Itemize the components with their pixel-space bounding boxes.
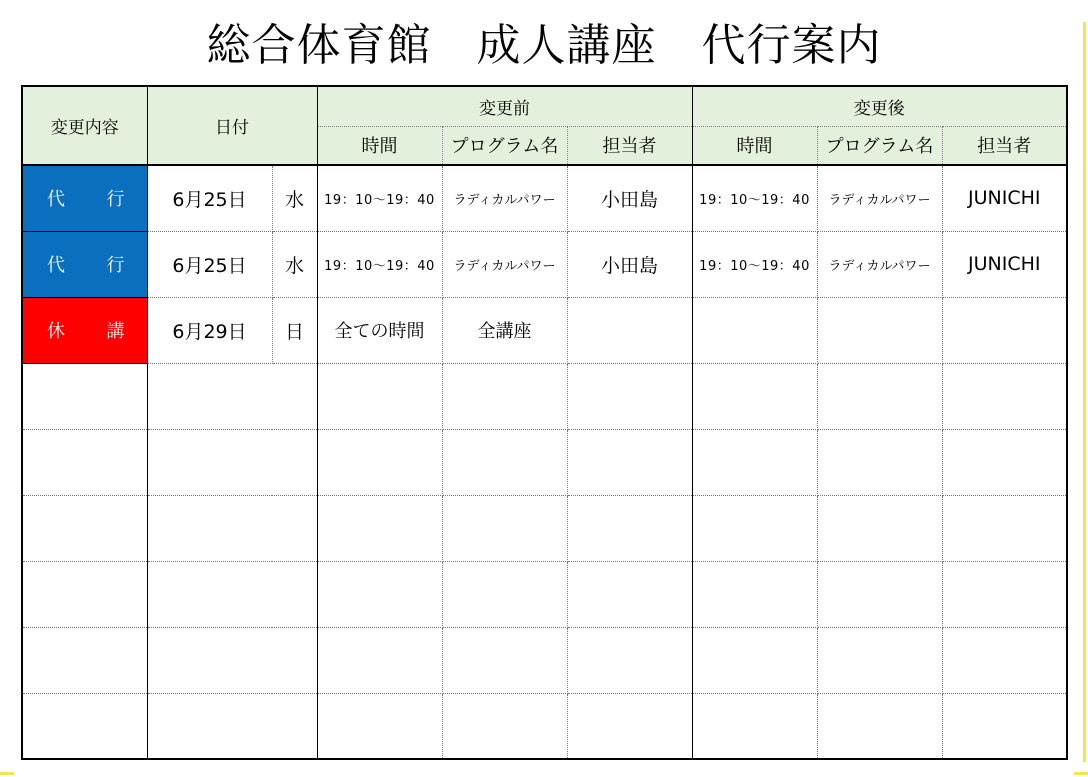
empty-cell	[942, 363, 1067, 429]
header-after-instructor: 担当者	[942, 126, 1067, 165]
after-time-cell: 19：10～19：40	[692, 165, 817, 231]
empty-cell	[147, 627, 317, 693]
weekday-cell: 水	[272, 231, 317, 297]
empty-cell	[317, 561, 442, 627]
table-row	[22, 165, 1067, 231]
weekday-cell: 水	[272, 165, 317, 231]
after-time-cell: 19：10～19：40	[692, 231, 817, 297]
empty-cell	[317, 627, 442, 693]
empty-cell	[567, 561, 692, 627]
change-type-badge	[22, 165, 147, 231]
header-before-instructor: 担当者	[567, 126, 692, 165]
before-instructor-cell: 小田島	[567, 165, 692, 231]
empty-cell	[147, 429, 317, 495]
after-instructor-cell: JUNICHI	[942, 231, 1067, 297]
header-after: 変更後	[692, 86, 1067, 126]
change-type-char: 代	[47, 255, 65, 276]
empty-row	[22, 693, 1067, 759]
after-instructor-cell	[942, 297, 1067, 363]
change-type-label	[23, 251, 147, 277]
empty-cell	[22, 693, 147, 759]
header-before: 変更前	[317, 86, 692, 126]
change-type-char: 講	[106, 321, 125, 342]
after-program-cell: ラディカルパワー	[817, 165, 942, 231]
schedule-table	[21, 85, 1068, 760]
empty-cell	[942, 627, 1067, 693]
empty-cell	[442, 561, 567, 627]
empty-row	[22, 495, 1067, 561]
before-instructor-cell	[567, 297, 692, 363]
weekday-cell: 日	[272, 297, 317, 363]
empty-row	[22, 561, 1067, 627]
empty-cell	[942, 429, 1067, 495]
empty-row	[22, 429, 1067, 495]
empty-cell	[567, 495, 692, 561]
empty-cell	[692, 561, 817, 627]
table-row	[22, 231, 1067, 297]
after-program-cell	[817, 297, 942, 363]
empty-cell	[817, 429, 942, 495]
empty-cell	[817, 363, 942, 429]
header-before-program: プログラム名	[442, 126, 567, 165]
empty-cell	[692, 363, 817, 429]
empty-cell	[567, 627, 692, 693]
change-type-badge	[22, 297, 147, 363]
empty-cell	[317, 693, 442, 759]
empty-cell	[442, 495, 567, 561]
empty-cell	[147, 495, 317, 561]
empty-cell	[942, 693, 1067, 759]
empty-cell	[692, 429, 817, 495]
date-cell: 6月29日	[147, 297, 272, 363]
table-row	[22, 297, 1067, 363]
header-after-time: 時間	[692, 126, 817, 165]
empty-cell	[567, 693, 692, 759]
empty-cell	[817, 495, 942, 561]
empty-cell	[817, 693, 942, 759]
empty-cell	[442, 627, 567, 693]
after-time-cell	[692, 297, 817, 363]
change-type-badge	[22, 231, 147, 297]
empty-cell	[22, 561, 147, 627]
header-change-type: 変更内容	[22, 86, 147, 165]
before-program-cell: ラディカルパワー	[442, 165, 567, 231]
frame-edge-mark	[1083, 22, 1086, 762]
empty-cell	[442, 363, 567, 429]
empty-cell	[442, 693, 567, 759]
before-time-cell: 19：10～19：40	[317, 165, 442, 231]
empty-cell	[567, 429, 692, 495]
empty-cell	[22, 627, 147, 693]
after-instructor-cell: JUNICHI	[942, 165, 1067, 231]
change-type-char: 行	[106, 189, 125, 211]
empty-row	[22, 627, 1067, 693]
empty-cell	[147, 363, 317, 429]
change-type-label	[23, 317, 147, 343]
before-program-cell: ラディカルパワー	[442, 231, 567, 297]
before-time-cell: 全ての時間	[317, 297, 442, 363]
change-type-label	[23, 185, 147, 211]
empty-cell	[22, 363, 147, 429]
before-instructor-cell: 小田島	[567, 231, 692, 297]
frame-corner-mark	[1074, 772, 1088, 775]
page-title: 総合体育館 成人講座 代行案内	[206, 20, 882, 71]
header-before-time: 時間	[317, 126, 442, 165]
date-cell: 6月25日	[147, 231, 272, 297]
before-time-cell: 19：10～19：40	[317, 231, 442, 297]
empty-cell	[147, 693, 317, 759]
empty-cell	[317, 429, 442, 495]
before-program-cell: 全講座	[442, 297, 567, 363]
empty-cell	[692, 627, 817, 693]
empty-cell	[22, 495, 147, 561]
change-type-char: 休	[47, 321, 65, 342]
after-program-cell: ラディカルパワー	[817, 231, 942, 297]
empty-cell	[442, 429, 567, 495]
empty-cell	[317, 363, 442, 429]
empty-cell	[942, 495, 1067, 561]
date-cell: 6月25日	[147, 165, 272, 231]
empty-cell	[817, 627, 942, 693]
empty-cell	[22, 429, 147, 495]
empty-cell	[942, 561, 1067, 627]
empty-cell	[147, 561, 317, 627]
change-type-char: 行	[106, 255, 125, 276]
empty-cell	[567, 363, 692, 429]
header-date: 日付	[147, 86, 317, 165]
empty-cell	[317, 495, 442, 561]
frame-corner-mark	[0, 772, 14, 775]
empty-cell	[692, 495, 817, 561]
change-type-char: 代	[47, 189, 65, 211]
empty-row	[22, 363, 1067, 429]
empty-cell	[817, 561, 942, 627]
empty-cell	[692, 693, 817, 759]
header-after-program: プログラム名	[817, 126, 942, 165]
header-row-1	[22, 86, 1067, 126]
